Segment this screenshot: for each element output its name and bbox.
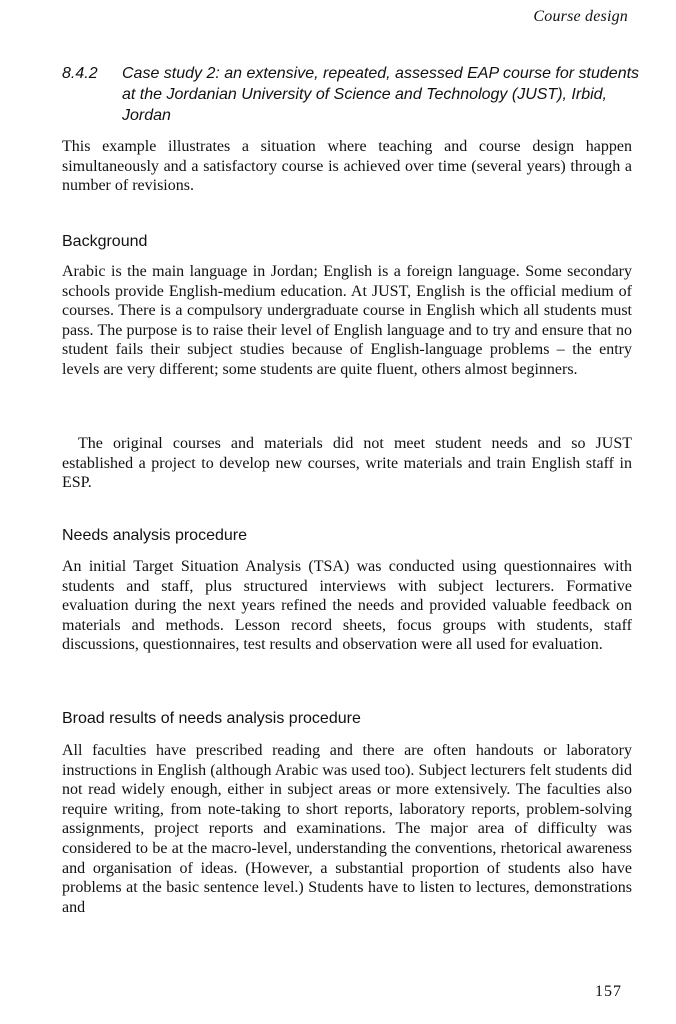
background-heading: Background bbox=[62, 233, 148, 250]
intro-paragraph: This example illustrates a situation where teaching and course design happen simultaneously and a satisfactory course is achieved over time (several years) through a number of revisions. bbox=[62, 138, 632, 195]
section-number: 8.4.2 bbox=[62, 65, 98, 82]
background-paragraph-2: The original courses and materials did not meet student needs and so JUST established a project to develop new courses, write materials and train English staff in ESP. bbox=[62, 435, 632, 492]
needs-analysis-heading: Needs analysis procedure bbox=[62, 527, 247, 544]
running-head: Course design bbox=[533, 8, 628, 25]
background-paragraph-1: Arabic is the main language in Jordan; English is a foreign language. Some secondary schools provide English-medium education. At JUST, English is the official medium of courses. There is a compulsory undergraduate course in English which all students must pass. The purpose is to raise their level of English language and to try and ensure that no student fails their subject studies because of English-language problems – the entry levels are very different; some students are quite fluent, others almost beginners. bbox=[62, 263, 632, 378]
section-title: Case study 2: an extensive, repeated, assessed EAP course for students at the Jordanian University of Science and Technology (JUST), Irbid, Jordan bbox=[122, 65, 640, 124]
page-number: 157 bbox=[595, 983, 622, 1000]
broad-results-paragraph: All faculties have prescribed reading and there are often handouts or laboratory instructions in English (although Arabic was used too). Subject lecturers felt students did not read widely enough, either in subject areas or more extensively. The faculties also require writing, from note-taking to short reports, laboratory reports, problem-solving assignments, project reports and examinations. The major area of difficulty was considered to be at the macro-level, understanding the conventions, rhetorical awareness and organisation of ideas. (However, a substantial proportion of students also have problems at the basic sentence level.) Students have to listen to lectures, demonstrations and bbox=[62, 742, 632, 916]
broad-results-heading: Broad results of needs analysis procedure bbox=[62, 710, 361, 727]
section-heading bbox=[62, 63, 652, 126]
needs-analysis-paragraph: An initial Target Situation Analysis (TSA) was conducted using questionnaires with students and staff, plus structured interviews with subject lecturers. Formative evaluation during the next years refined the needs and provided valuable feedback on materials and methods. Lesson record sheets, focus groups with students, staff discussions, questionnaires, test results and observation were all used for evaluation. bbox=[62, 558, 632, 654]
